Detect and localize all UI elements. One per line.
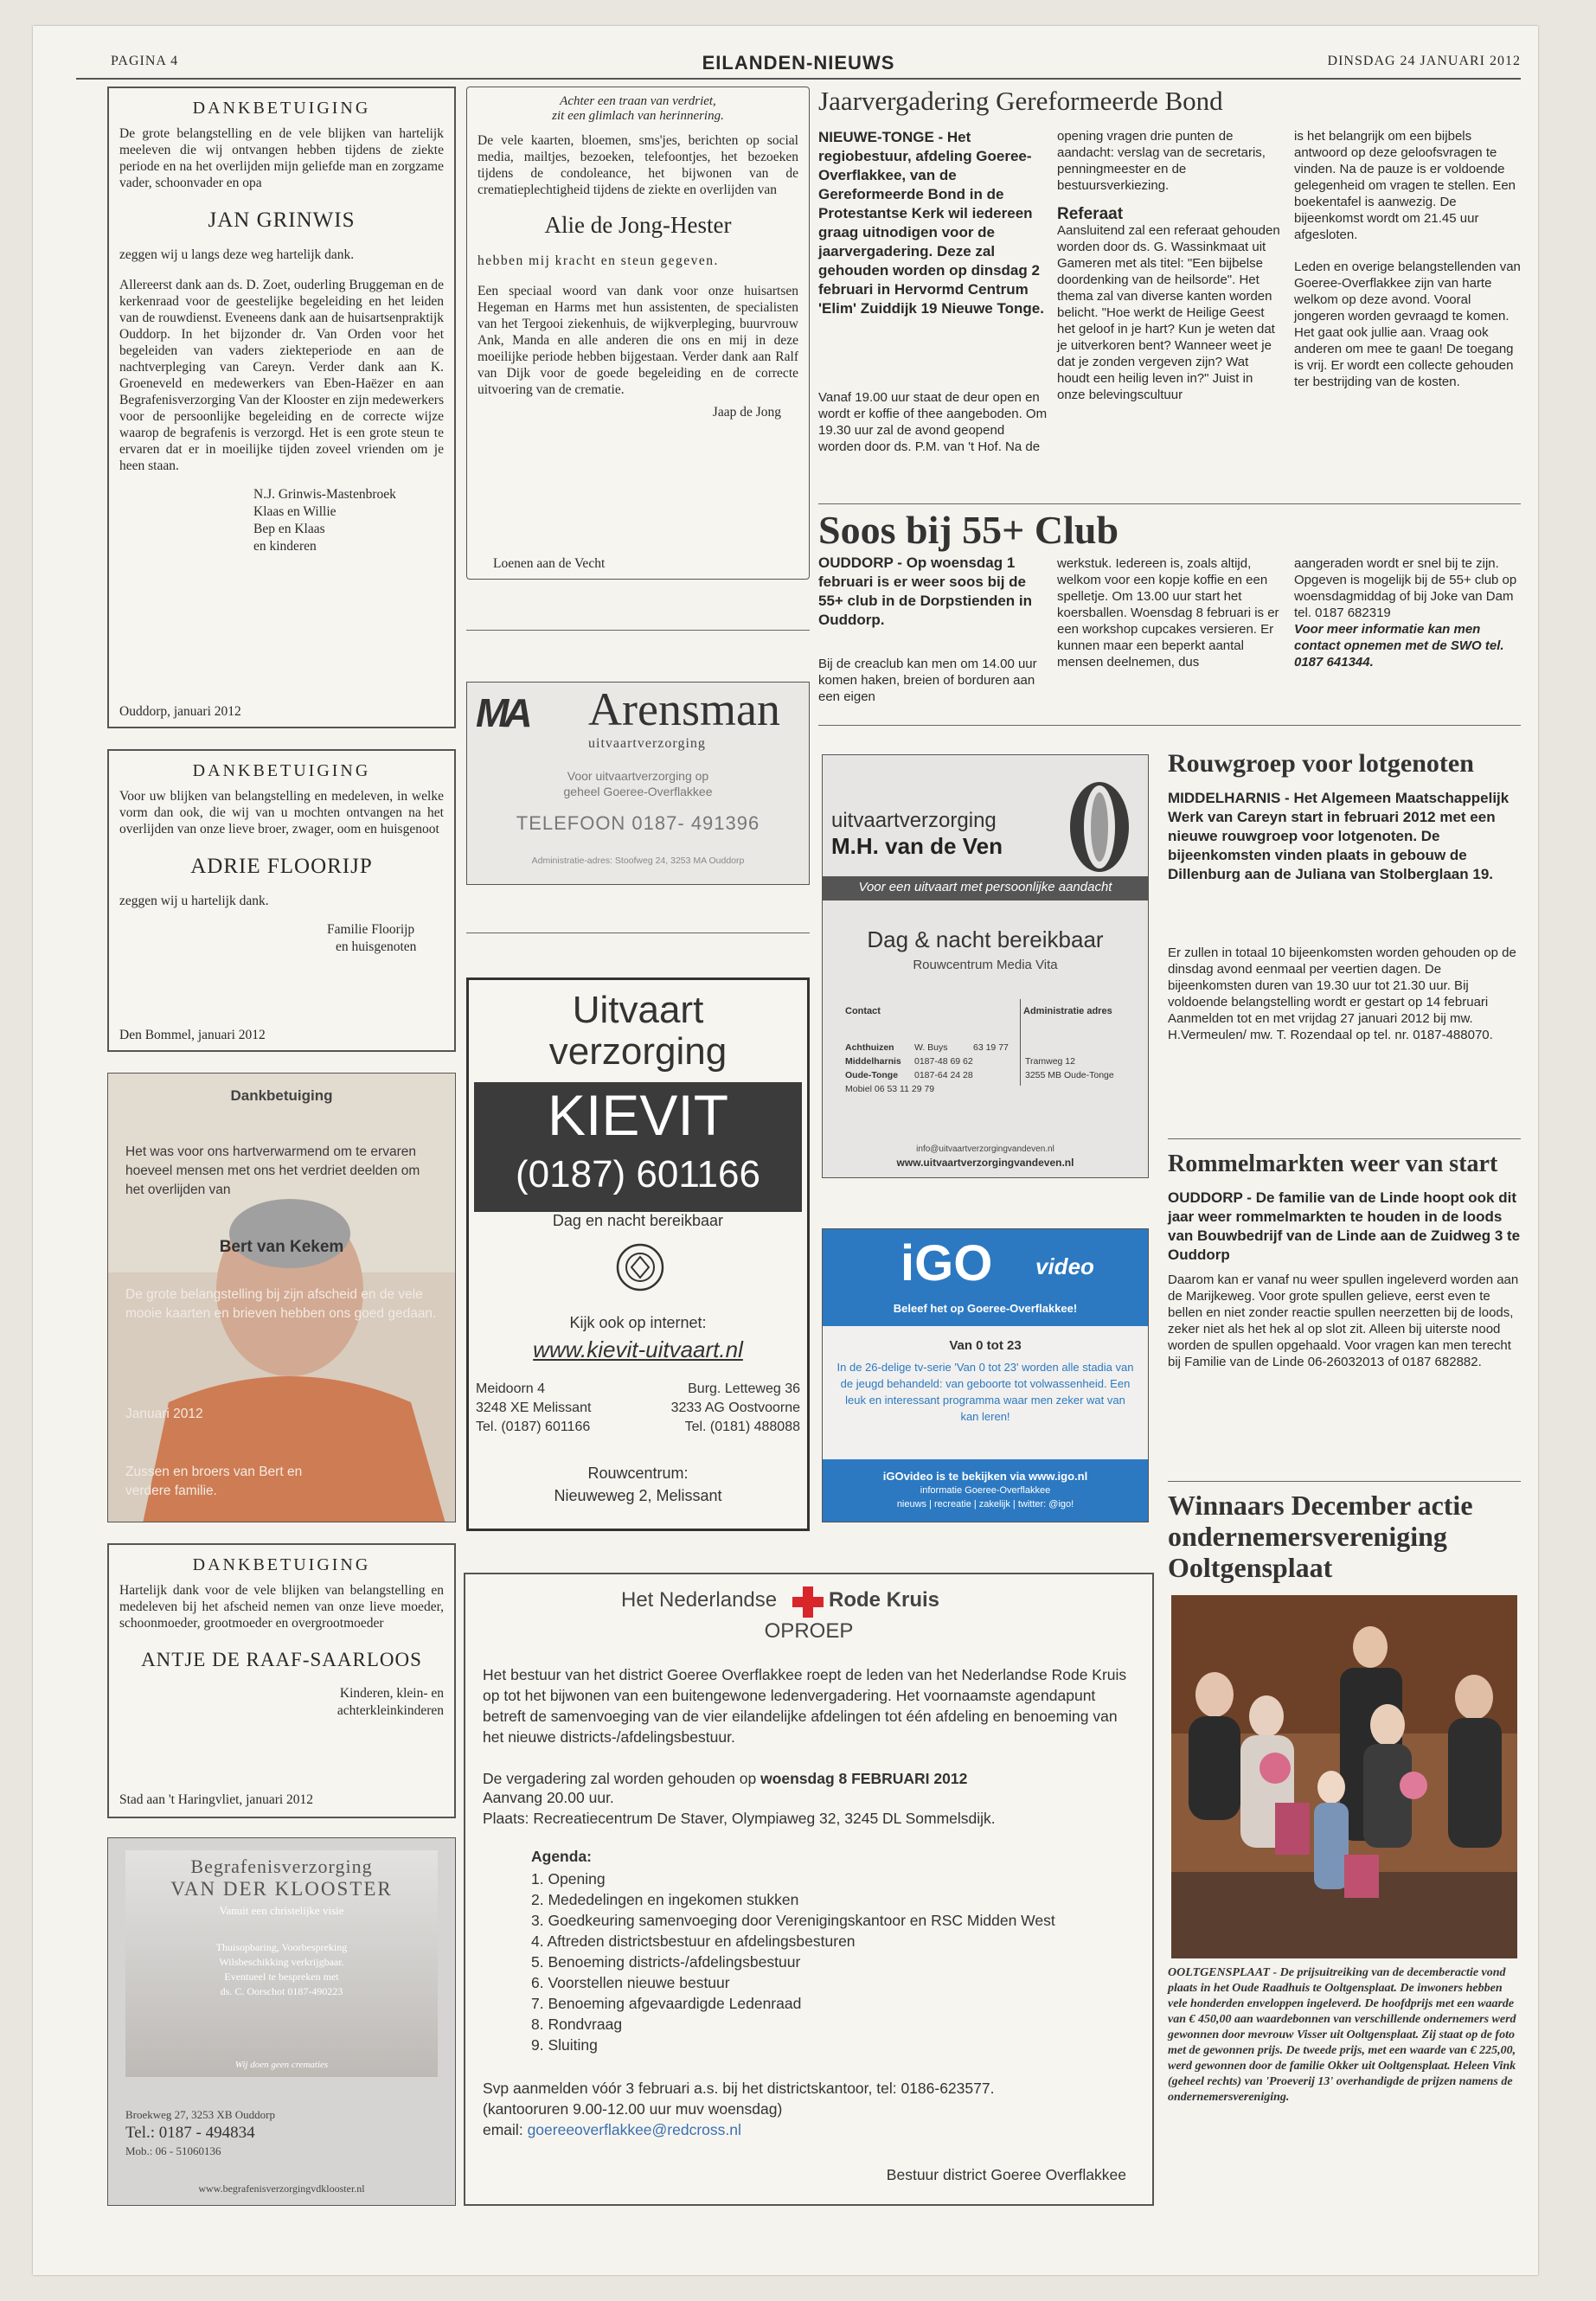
- emblem-icon: [614, 1241, 666, 1293]
- notice-hester: [466, 87, 810, 580]
- agenda-item: 1. Opening: [531, 1870, 606, 1888]
- paragraph: aangeraden wordt er snel bij te zijn. Opgeven is mogelijk bij de 55+ club op woensdagmiddag of bij Joke van Dam tel. 0187 682319: [1294, 556, 1517, 620]
- paragraph: Aansluitend zal een referaat gehouden worden door ds. G. Wassinkmaat uit Gameren met als titel: "Een bijbelse doordenking van de heilsorde". Het thema zal van diverse kanten worden belicht. "Hoe werkt de Heilige Geest het geloof in je hart? Kun je weten dat je uitverkoren bent? Wanneer weet je dat je zonden vergeven zijn? Wat houdt een heilig leven in?" Juist in onze belevingscultuur: [1057, 223, 1280, 402]
- notice-thanks: zeggen wij u hartelijk dank.: [119, 894, 269, 908]
- meeting-date: [483, 1768, 1135, 1789]
- paragraph: is het belangrijk om een bijbels antwoord op deze geloofsvragen te vinden. Na de pauze is er voldoende gelegenheid om vragen te stellen. Een boekentafel is aanwezig. De bijeenkomst wordt om 21.45 uur afgesloten.: [1294, 129, 1516, 242]
- notice-date: Januari 2012: [125, 1407, 203, 1421]
- address: 3255 MB Oude-Tonge: [1025, 1070, 1114, 1080]
- notice-body: De vele kaarten, bloemen, sms'jes, berichten op social media, mailtjes, bezoeken, telefoontjes, het bezoeken tijdens de condoleance, het bijwonen van de crematieplechtigheid tijdens de ziekte en overlijden van: [478, 133, 798, 197]
- article-lead: NIEUWE-TONGE - Het regiobestuur, afdeling Goeree-Overflakkee, van de Gereformeerde Bond in de Protestantse Kerk wil iedereen graag uitnodigen voor de jaarvergadering. Deze zal gehouden worden op dinsdag 2 februari in Hervormd Centrum 'Elim' Zuiddijk 19 Nieuwe Tonge.: [818, 129, 1044, 317]
- signer: Familie Floorijp: [327, 922, 415, 937]
- ad-note: Wij doen geen crematies: [234, 2060, 329, 2070]
- service-line: Eventueel te bespreken met: [224, 1971, 339, 1983]
- ad-rouwcentrum: Rouwcentrum:: [587, 1465, 689, 1482]
- notice-place: Loenen aan de Vecht: [493, 556, 606, 571]
- agenda-list: [531, 1868, 1055, 2055]
- deceased-name: JAN GRINWIS: [208, 208, 356, 232]
- contact-row: [845, 1068, 1139, 1082]
- signer: achterkleinkinderen: [337, 1703, 444, 1718]
- signer: N.J. Grinwis-Mastenbroek: [253, 487, 396, 502]
- ad-website: www.begrafenisverzorgingvdklooster.nl: [198, 2182, 365, 2195]
- ad-rodekruis: [464, 1573, 1154, 2206]
- ad-paragraph: Het bestuur van het district Goeree Overflakkee roept de leden van het Nederlandse Rode Kruis op tot het bijwonen van een buitengewone ledenvergadering. Het voornaamste agendapunt betreft de samenvoeging van de vier eilandelijke afdelingen tot één afdeling en benoeming van het nieuwe districts-/afdelingsbestuur.: [483, 1666, 1127, 1746]
- ad-line: Voor uitvaartverzorging op: [567, 769, 709, 783]
- notice-kekem: [107, 1073, 456, 1522]
- paragraph: Voor meer informatie kan men contact opnemen met de SWO tel. 0187 641344.: [1294, 622, 1504, 670]
- article-text: Daarom kan er vanaf nu weer spullen ingeleverd worden aan de Marijkeweg. Voor grote spullen gelieve, eerst even te bellen en niet zonder reactie spullen neerzetten bij de loods, zeker niet als het hek al op slot zit. Alleen bij uiterste nood worden de spullen opgehaald. Voor vragen kan men terecht bij Familie van de Linde 06-26032013 of 0187 682882.: [1168, 1272, 1519, 1369]
- notice-floorijp: [107, 749, 456, 1052]
- article-text: Bij de creaclub kan men om 14.00 uur komen haken, breien of borduren aan een eigen: [818, 657, 1037, 704]
- notice-place: Den Bommel, januari 2012: [119, 1028, 266, 1042]
- ad-available: Dag & nacht bereikbaar: [867, 926, 1104, 952]
- address-line: Tel. (0187) 601166: [476, 1420, 591, 1434]
- ad-title2: VAN DER KLOOSTER: [170, 1878, 393, 1900]
- ad-line: geheel Goeree-Overflakkee: [563, 785, 713, 798]
- notice-intro: Voor uw blijken van belangstelling en medeleven, in welke vorm dan ook, die wij van u mochten ontvangen na het overlijden van onze lieve broer, zwager, oom en huisgenoot: [119, 789, 444, 836]
- ad-slogan: Voor een uitvaart met persoonlijke aandacht: [858, 880, 1112, 894]
- email-label: email:: [483, 2121, 523, 2138]
- ad-services: [108, 1940, 455, 1999]
- place: Oude-Tonge: [845, 1070, 899, 1080]
- notice-place: Ouddorp, januari 2012: [119, 704, 241, 719]
- address-right: [671, 1380, 800, 1437]
- agenda-item: 4. Aftreden districtsbestuur en afdelingsbesturen: [531, 1932, 856, 1950]
- signer: en huisgenoten: [336, 939, 417, 954]
- notice-body: Allereerst dank aan ds. D. Zoet, ouderling Bruggeman en de kerkenraad voor de geestelijke begeleiding en het leiden van de rouwdienst. Eveneens dank aan de huisartsenpraktijk Ouddorp. In het bijzonder dr. Van Orden voor het begeleiden van vaders ziekteperiode en aan de nachtverpleging van Careyn. Verder dank aan K. Groeneveld en medewerkers van Eben-Haëzer en aan Begrafenisverzorging Van der Klooster en zijn medewerkers voor de persoonlijke begeleiding en de correcte wijze waarop de begrafenis is verzorgd. Het is een grote steun te ervaren dat er in moeilijke tijden zoveel vrienden om je heen staan.: [119, 278, 444, 473]
- article-text: [1057, 128, 1282, 403]
- name: W. Buys: [914, 1042, 948, 1053]
- phone: 0187-64 24 28: [914, 1070, 973, 1080]
- office-hours: (kantooruren 9.00-12.00 uur muv woensdag): [483, 2100, 783, 2118]
- divider: [466, 630, 810, 631]
- address-left: [476, 1380, 591, 1437]
- igo-footer-line: nieuws | recreatie | zakelijk | twitter: @igo!: [896, 1499, 1074, 1509]
- place: Middelharnis: [845, 1056, 901, 1067]
- address-line: Tel. (0181) 488088: [684, 1420, 800, 1434]
- notice-sign: Zussen en broers van Bert en verdere familie.: [125, 1465, 303, 1498]
- igo-text: In de 26-delige tv-serie 'Van 0 tot 23' worden alle stadia van de jeugd behandeld: van geboorte tot volwassenheid. Een leuk en interessant programma waar men zeker wat van kan leren!: [836, 1361, 1134, 1423]
- ad-rouwcentrum-address: Nieuweweg 2, Melissant: [554, 1487, 722, 1504]
- contact-row: [845, 1054, 1139, 1068]
- phone: 0187-48 69 62: [914, 1056, 973, 1067]
- igo-tagline: Beleef het op Goeree-Overflakkee!: [893, 1302, 1078, 1315]
- divider: [818, 725, 1521, 726]
- issue-date: DINSDAG 24 JANUARI 2012: [1327, 54, 1521, 68]
- notice-grinwis: [107, 87, 456, 728]
- contact-header: Contact: [845, 1006, 881, 1016]
- divider: [1168, 1481, 1521, 1482]
- ad-vanderklooster: [107, 1837, 456, 2206]
- notice-title: DANKBETUIGING: [192, 1555, 371, 1574]
- ad-title1: Begrafenisverzorging: [190, 1856, 373, 1877]
- article-winnaars-title: Winnaars December actie ondernemersvereniging Ooltgensplaat: [1168, 1490, 1473, 1583]
- ad-title1: uitvaartverzorging: [831, 809, 997, 832]
- ad-mobile: Mob.: 06 - 51060136: [125, 2144, 221, 2157]
- ad-address: Broekweg 27, 3253 XB Ouddorp: [125, 2108, 275, 2121]
- logo-icon: MA: [476, 690, 528, 735]
- article-rouwgroep-title: Rouwgroep voor lotgenoten: [1168, 749, 1474, 778]
- date-label: De vergadering zal worden gehouden op: [483, 1770, 757, 1787]
- red-cross-icon: [792, 1586, 824, 1618]
- article-jaarvergadering-title: Jaarvergadering Gereformeerde Bond: [818, 86, 1223, 116]
- notice-title: Dankbetuiging: [230, 1087, 333, 1104]
- agenda-item: 2. Mededelingen en ingekomen stukken: [531, 1891, 799, 1908]
- service-line: Thuisopbaring, Voorbespreking: [215, 1941, 348, 1953]
- signer: Bep en Klaas: [253, 522, 325, 536]
- register-line: Svp aanmelden vóór 3 februari a.s. bij het districtskantoor, tel: 0186-623577.: [483, 2080, 995, 2097]
- agenda-item: 3. Goedkeuring samenvoeging door Verenigingskantoor en RSC Midden West: [531, 1912, 1055, 1929]
- deceased-name: ADRIE FLOORIJP: [190, 855, 373, 878]
- contact-row: [845, 1041, 1139, 1054]
- agenda-item: 7. Benoeming afgevaardigde Ledenraad: [531, 1995, 802, 2012]
- address-line: Burg. Letteweg 36: [688, 1381, 800, 1396]
- notice-raaf: [107, 1543, 456, 1818]
- ad-kievit: [466, 977, 810, 1531]
- article-text: Er zullen in totaal 10 bijeenkomsten worden gehouden op de dinsdag avond eenmaal per veertien dagen. De bijeenkomsten duren van 19.30 uur tot 21.30 uur. Bij voldoende belangstelling wordt er gestart op 14 februari Aanmelden tot en met vrijdag 27 januari 2012 bij mw. H.Vermeulen/ mw. T. Rozendaal op tel. nr. 0187-488070.: [1168, 945, 1516, 1042]
- article-lead: OUDDORP - De familie van de Linde hoopt ook dit jaar weer rommelmarkten te houden in de loods van Bouwbedrijf van de Linde aan de Zuidweg 3 te Ouddorp: [1168, 1189, 1521, 1263]
- paragraph: Leden en overige belangstellenden van Goeree-Overflakkee zijn van harte welkom op deze avond. Vooral jongeren worden gevraagd te komen. Het gaat ook jullie aan. Vraag ook anderen om mee te gaan! De toegang is vrij. Er wordt een collecte gehouden ter bestrijding van de kosten.: [1294, 260, 1521, 389]
- phone: 63 19 77: [973, 1042, 1009, 1053]
- notice-signers: [119, 1685, 444, 1720]
- article-text: [1294, 128, 1521, 390]
- agenda-item: 8. Rondvraag: [531, 2016, 623, 2033]
- address-line: 3233 AG Oostvoorne: [670, 1400, 800, 1415]
- quote-line: zit een glimlach van herinnering.: [552, 109, 724, 123]
- ad-website: www.kievit-uitvaart.nl: [533, 1336, 743, 1362]
- signer: Kinderen, klein- en: [339, 1686, 444, 1701]
- notice-sign: Jaap de Jong: [712, 405, 781, 420]
- org-name: Het Nederlandse: [621, 1588, 778, 1612]
- photo-caption: OOLTGENSPLAAT - De prijsuitreiking van de decemberactie vond plaats in het Oude Raadhuis te Ooltgensplaat. De inwoners hebben vele honderden enveloppen ingeleverd. De hoofdprijs met een waarde van € 450,00 aan waardebonnen van verschillende ondernemers werd gewonnen door mevrouw Visser uit Ooltgensplaat. Zij staat op de foto met de gewonnen prijs. De tweede prijs, met een waarde van € 225,00, werd gewonnen door de familie Okker uit Ooltgensplaat. Heleen Vink (geheel rechts) van 'Proeverij 13' overhandigde de prijzen namens de ondernemersvereniging.: [1168, 1966, 1516, 2104]
- ad-title1: Uitvaart: [572, 989, 704, 1031]
- notice-intro: Hartelijk dank voor de vele blijken van belangstelling en medeleven bij het afscheid nemen van onze lieve moeder, schoonmoeder, grootmoeder en overgrootmoeder: [119, 1583, 444, 1631]
- igo-logo: iGO: [901, 1235, 993, 1292]
- admin-header: Administratie adres: [1023, 1006, 1112, 1016]
- address: Tramweg 12: [1025, 1056, 1075, 1067]
- article-text: werkstuk. Iedereen is, zoals altijd, welkom voor een kopje koffie en een spelletje. Om 13.00 uur start het koersballen. Woensdag 8 februari is er een workshop cupcakes versieren. Er kunnen maar een beperkt aantal mensen deelnemen, dus: [1057, 556, 1279, 670]
- ad-sub: uitvaartverzorging: [588, 736, 706, 751]
- divider: [818, 503, 1521, 504]
- ad-look: Kijk ook op internet:: [569, 1314, 707, 1331]
- leaf-logo-icon: [1065, 779, 1134, 875]
- ad-title2: verzorging: [548, 1030, 727, 1073]
- ad-subtitle: Vanuit een christelijke visie: [219, 1904, 344, 1917]
- ad-phone: (0187) 601166: [516, 1153, 760, 1195]
- divider: [1168, 1138, 1521, 1139]
- agenda-item: 5. Benoeming districts-/afdelingsbestuur: [531, 1953, 801, 1971]
- notice-text: Het was voor ons hartverwarmend om te ervaren hoeveel mensen met ons het verdriet deelden om het overlijden van: [125, 1144, 420, 1197]
- igo-heading: Van 0 tot 23: [949, 1338, 1022, 1353]
- ad-name: Arensman: [588, 683, 780, 735]
- contact-table: [845, 1041, 1139, 1096]
- service-line: ds. C. Oorschot 0187-490223: [220, 1985, 343, 1997]
- igo-footer-line: informatie Goeree-Overflakkee: [920, 1485, 1051, 1496]
- notice-intro: De grote belangstelling en de vele blijken van hartelijk meeleven die wij ontvangen hebben tijdens de ziekte periode en na het overlijden mijn geliefde man en zorgzame vader, schoonvader en opa: [119, 126, 444, 190]
- ad-available: Dag en nacht bereikbaar: [552, 1212, 724, 1229]
- ad-title2: M.H. van de Ven: [831, 833, 1003, 859]
- mobile: Mobiel 06 53 11 29 79: [845, 1084, 935, 1094]
- ad-name: KIEVIT: [547, 1083, 729, 1147]
- article-lead: OUDDORP - Op woensdag 1 februari is er weer soos bij de 55+ club in de Dorpstienden in Ouddorp.: [818, 554, 1033, 628]
- signer: en kinderen: [253, 539, 317, 554]
- ad-vandeven: [822, 754, 1149, 1178]
- ad-phone: Tel.: 0187 - 494834: [125, 2124, 255, 2142]
- notice-place: Stad aan 't Haringvliet, januari 2012: [119, 1792, 314, 1807]
- meeting-place: Plaats: Recreatiecentrum De Staver, Olympiaweg 32, 3245 DL Sommelsdijk.: [483, 1810, 996, 1827]
- email-line: [483, 2121, 741, 2139]
- article-text: [1294, 555, 1521, 670]
- ad-phone: TELEFOON 0187- 491396: [516, 812, 760, 834]
- service-line: Wilsbeschikking verkrijgbaar.: [219, 1956, 344, 1968]
- paragraph: opening vragen drie punten de aandacht: verslag van de secretaris, penningmeester en de bestuursverkiezing.: [1057, 129, 1266, 193]
- article-text: Vanaf 19.00 uur staat de deur open en wordt er koffie of thee aangeboden. Om 19.30 uur zal de avond geopend worden door ds. P.M. van 't Hof. Na de: [818, 390, 1048, 454]
- org-brand: Rode Kruis: [829, 1588, 940, 1612]
- notice-title: DANKBETUIGING: [192, 761, 371, 780]
- ad-address: Administratie-adres: Stoofweg 24, 3253 MA Ouddorp: [531, 856, 745, 866]
- agenda-item: 6. Voorstellen nieuwe bestuur: [531, 1974, 730, 1991]
- agenda-title: Agenda:: [531, 1848, 592, 1865]
- article-soos-title: Soos bij 55+ Club: [818, 508, 1119, 552]
- agenda-item: 9. Sluiting: [531, 2036, 598, 2054]
- notice-signers: [327, 921, 444, 956]
- notice-thanks: zeggen wij u langs deze weg hartelijk dank.: [119, 247, 355, 262]
- article-lead: MIDDELHARNIS - Het Algemeen Maatschappelijk Werk van Careyn start in februari 2012 met een nieuwe rouwgroep voor lotgenoten. De bijeenkomsten vinden plaats in gebouw de Dillenburg aan de Juliana van Stolberglaan 19.: [1168, 790, 1509, 882]
- ad-heading: OPROEP: [764, 1619, 854, 1643]
- winners-photo: [1171, 1595, 1517, 1958]
- notice-title: DANKBETUIGING: [192, 99, 371, 118]
- subheading: Referaat: [1057, 205, 1124, 223]
- deceased-name: Alie de Jong-Hester: [544, 212, 732, 238]
- notice-body2: Een speciaal woord van dank voor onze huisartsen Hegeman en Harms met hun assistenten, de specialisten van het Tergooi ziekenhuis, de wijkverpleging, buurvrouw Ank, Manda en alle anderen die ons en mij in deze moeilijke periode hebben bijgestaan. Verder dank aan Ralf van Dijk voor de goede begeleiding en de correcte uitvoering van de crematie.: [478, 284, 798, 397]
- meeting-time: Aanvang 20.00 uur.: [483, 1789, 614, 1806]
- date-value: woensdag 8 FEBRUARI 2012: [760, 1770, 968, 1787]
- ad-rouwcentrum: Rouwcentrum Media Vita: [913, 958, 1058, 972]
- email-link[interactable]: goereeoverflakkee@redcross.nl: [527, 2121, 741, 2138]
- article-rommel-title: Rommelmarkten weer van start: [1168, 1150, 1498, 1177]
- place: Achthuizen: [845, 1042, 894, 1053]
- ad-email: info@uitvaartverzorgingvandeven.nl: [916, 1144, 1054, 1154]
- notice-gave: hebben mij kracht en steun gegeven.: [478, 253, 719, 268]
- ad-sign: Bestuur district Goeree Overflakkee: [886, 2166, 1126, 2183]
- ad-igo: [822, 1228, 1149, 1522]
- ad-website: www.uitvaartverzorgingvandeven.nl: [896, 1157, 1074, 1169]
- address-line: Meidoorn 4: [476, 1381, 546, 1396]
- newspaper-title: EILANDEN-NIEUWS: [702, 52, 895, 74]
- page-number: PAGINA 4: [111, 54, 179, 68]
- notice-signers: [253, 486, 444, 555]
- address-line: 3248 XE Melissant: [476, 1400, 592, 1415]
- deceased-name: Bert van Kekem: [219, 1238, 344, 1256]
- igo-footer-line: iGOvideo is te bekijken via www.igo.nl: [882, 1470, 1088, 1483]
- notice-text2: De grote belangstelling bij zijn afscheid en de vele mooie kaarten en brieven hebben ons goed gedaan.: [125, 1287, 437, 1321]
- signer: Klaas en Willie: [253, 504, 337, 519]
- quote-line: Achter een traan van verdriet,: [560, 94, 716, 108]
- ad-arensman: [466, 682, 810, 885]
- deceased-name: ANTJE DE RAAF-SAARLOOS: [141, 1649, 422, 1670]
- page-header: [76, 52, 1521, 80]
- igo-video: video: [1035, 1253, 1094, 1279]
